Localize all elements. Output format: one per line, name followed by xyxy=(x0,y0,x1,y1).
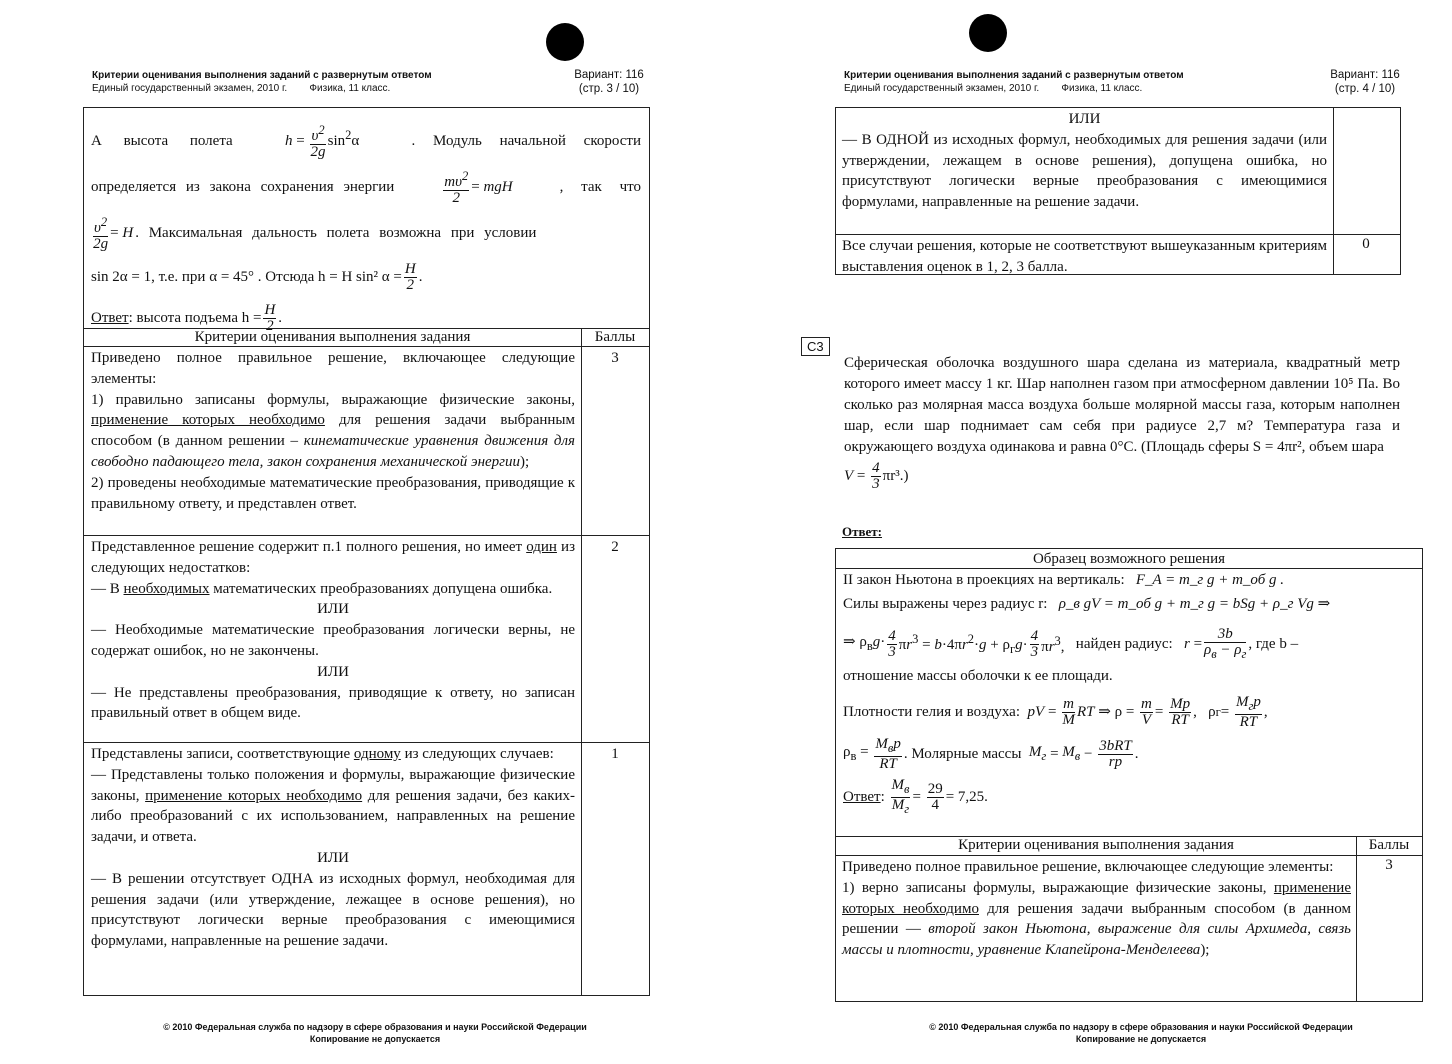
row2-intro-underlined: один xyxy=(526,539,557,555)
row2-case1-a: — В xyxy=(91,580,124,597)
sol-answer-label: Ответ xyxy=(843,788,881,805)
row3-item2: 2) проведены необходимые математические преобразования, приводящие к правильному ответу, и представлен ответ. xyxy=(91,474,575,512)
row3-item1-italic: кинематические уравнения движения для свободно падающего тела, закон сохранения механической энергии xyxy=(91,433,575,470)
row1-intro-b: из следующих случаев: xyxy=(400,746,554,762)
row3-intro: Приведено полное правильное решение, включающее следующие элементы: xyxy=(91,350,575,387)
header-title: Критерии оценивания выполнения заданий с развернутым ответом xyxy=(844,70,1184,81)
sol-line6: $\rho_в$ = $\frac{M_вp}{RT}$ . Молярные массы $M_г$ = $M_в$ − $\frac{\text{3bRT}}{rp}$ . xyxy=(843,735,1139,772)
right-page xyxy=(726,0,1452,1064)
row3-bottom-line xyxy=(84,535,649,536)
sol-line5: Плотности гелия и воздуха: pV = $\frac{m}{M}$ RT ⇒ ρ = $\frac{m}{V}$ = $\frac{Mp}{RT}$ , ρ г = $\frac{M_гp}{RT}$ , xyxy=(843,693,1268,730)
sol-l1-formula: F_A = m_г g + m_об g . xyxy=(1135,572,1285,588)
row3-item1-b: для решения задачи выбранным способом (в данном решении – xyxy=(91,412,575,450)
zero-row-text: Все случаи решения, которые не соответствуют вышеуказанным критериям выставления оценок в 1, 2, 3 балла. xyxy=(842,238,1327,275)
row3-item1-b: для решения задачи выбранным способом (в данном решении — xyxy=(842,900,1351,938)
row3-item1 xyxy=(842,878,1351,961)
row2-intro-b: из следующих недостатков: xyxy=(91,539,576,576)
sample-solution-box xyxy=(835,548,1423,1002)
footer-copyright: © 2010 Федеральная служба по надзору в сфере образования и науки Российской Федерации xyxy=(163,1022,587,1032)
row3-item1-underlined: применение которых необходимо xyxy=(842,879,1351,917)
page-footer xyxy=(120,1021,630,1045)
punch-hole xyxy=(969,14,1007,52)
fraction-H-2: $\frac{H}{2}$ xyxy=(404,260,416,293)
row2-intro-a: Представленное решение содержит п.1 полного решения, но имеет xyxy=(91,539,527,555)
row3-item1-italic: второй закон Ньютона, выражение для силы Архимеда, связь массы и плотности, уравнение Клапейрона-Менделеева xyxy=(842,921,1351,959)
variant-label xyxy=(1322,68,1408,96)
zero-row xyxy=(842,236,1327,278)
formula-h: h = $\frac{\upsilon^2}{2g}$ $\sin^2\alpha$ xyxy=(285,122,360,160)
page-footer xyxy=(886,1021,1396,1045)
continuation-case: — В ОДНОЙ из исходных формул, необходимых для решения задачи (или утверждении, лежащем в основе решения), допущена ошибка, но присутствуют логически верные преобразования с имеющимися формулами, направленные на решение задачи. xyxy=(842,131,1327,211)
points-header: Баллы xyxy=(1368,837,1410,853)
sol-l2-text: Силы выражены через радиус r: xyxy=(843,596,1048,612)
sol-line1 xyxy=(843,570,1415,594)
row1-or: ИЛИ xyxy=(317,849,349,866)
row2-score: 2 xyxy=(611,539,619,555)
sol-line2 xyxy=(843,594,1415,622)
criteria-row-1 xyxy=(91,744,575,952)
footer-copyright: © 2010 Федеральная служба по надзору в сфере образования и науки Российской Федерации xyxy=(929,1022,1353,1032)
criteria-row-3 xyxy=(842,857,1351,961)
sample-header: Образец возможного решения xyxy=(1032,551,1226,567)
row1-case1 xyxy=(91,765,575,848)
criteria-header: Критерии оценивания выполнения задания xyxy=(194,329,471,345)
points-header: Баллы xyxy=(594,329,636,345)
page-number: (стр. 3 / 10) xyxy=(578,83,640,95)
points-column-divider xyxy=(581,328,582,995)
page-header xyxy=(844,69,1264,95)
row2-or2: ИЛИ xyxy=(317,663,349,680)
row3-item1-a: 1) правильно записаны формулы, выражающие физические законы, xyxy=(91,391,575,408)
row1-score: 1 xyxy=(611,746,619,762)
row3-intro: Приведено полное правильное решение, включающее следующие элементы: xyxy=(842,859,1334,875)
sol-l3-label: найден радиус: xyxy=(1075,635,1173,652)
sol-l1-text: II закон Ньютона в проекциях на вертикаль: xyxy=(843,572,1125,588)
punch-hole xyxy=(546,23,584,61)
row3-item1-a: 1) верно записаны формулы, выражающие физические законы, xyxy=(842,879,1274,896)
solution-line3: . Максимальная дальность полета возможна при условии xyxy=(135,224,537,241)
criteria-row-2 xyxy=(91,537,575,724)
sol-l6-text: . Молярные массы xyxy=(903,745,1022,762)
task-text xyxy=(844,353,1400,492)
row2-case1 xyxy=(91,579,575,600)
sol-l3-end: , где b – xyxy=(1248,635,1299,652)
row1-intro-a: Представлены записи, соответствующие xyxy=(91,746,354,762)
row2-or1: ИЛИ xyxy=(317,601,349,618)
row2-case2: — Необходимые математические преобразования логически верны, не содержат ошибок, но не закончены. xyxy=(91,622,575,659)
row2-intro xyxy=(91,537,575,579)
row3-score: 3 xyxy=(611,350,619,366)
header-subtitle: Единый государственный экзамен, 2010 г. Физика, 11 класс. xyxy=(92,83,391,94)
row1-intro-underlined: одному xyxy=(353,746,401,762)
formula-H: $\frac{\upsilon^2}{2g}$ = H xyxy=(93,214,134,252)
header-subtitle: Единый государственный экзамен, 2010 г. Физика, 11 класс. xyxy=(844,83,1143,94)
zero-score: 0 xyxy=(1362,236,1370,252)
row1-case1-a: — Представлены только положения и формулы, выражающие физические законы, xyxy=(91,766,575,804)
solution-criteria-box xyxy=(83,107,650,996)
criteria-header-line xyxy=(836,855,1422,856)
answer-fraction: $\frac{H}{2}$ xyxy=(264,301,276,334)
row1-intro xyxy=(91,744,575,765)
continuation-row xyxy=(842,109,1327,213)
answer-label: Ответ: xyxy=(842,524,883,539)
variant-number: Вариант: 116 xyxy=(1330,69,1400,81)
row1-case1-underlined: применение которых необходимо xyxy=(145,787,363,804)
variant-label xyxy=(566,68,652,96)
or-label: ИЛИ xyxy=(1068,111,1101,127)
criteria-row-3 xyxy=(91,348,575,514)
task-tail: πr³.) xyxy=(882,467,909,484)
solution-line2: определяется из закона сохранения энергии xyxy=(91,178,395,195)
row1-case1-b: для решения задачи, без каких-либо преобразований с их использованием, направленных на решение задачи, и ответа. xyxy=(91,787,575,846)
row3-item1-c: ); xyxy=(1200,942,1210,959)
header-title: Критерии оценивания выполнения заданий с развернутым ответом xyxy=(92,70,432,81)
row3-item1-underlined: применение которых необходимо xyxy=(91,412,325,429)
sol-line7: Ответ : $\frac{M_в}{M_г}$ = $\frac{29}{4}$ = 7,25. xyxy=(843,776,988,816)
sol-l5-label: Плотности гелия и воздуха: xyxy=(843,703,1021,720)
footer-copy-notice: Копирование не допускается xyxy=(309,1034,441,1044)
row1-case2: — В решении отсутствует ОДНА из исходных формул, необходимая для решения задачи (или утверждение, лежащее в основе решения), но присутствуют логически верные преобразования с имеющимися формулами, направленные на решение задачи. xyxy=(91,870,575,950)
row2-case3: — Не представлены преобразования, приводящие к ответу, но записан правильный ответ в общем виде. xyxy=(91,684,575,722)
row2-case1-b: математических преобразованиях допущена ошибка. xyxy=(209,580,553,597)
formula-energy: $\frac{m\upsilon^2}{2}$ = mgH xyxy=(444,168,513,206)
row3-item1-c: ); xyxy=(520,453,530,470)
sol-answer-value: = 7,25. xyxy=(945,788,988,805)
solution-line1-start: А высота полета xyxy=(91,132,233,149)
row3-score: 3 xyxy=(1385,857,1393,873)
sol-line4: отношение массы оболочки к ее площади. xyxy=(843,668,1113,684)
sample-solution-text xyxy=(843,570,1415,818)
task-statement: Сферическая оболочка воздушного шара сделана из материала, квадратный метр которого имеет массу 1 кг. Шар наполнен газом при атмосферном давлении 10⁵ Па. Во сколько раз молярная масса воздуха больше молярной массы газа, которым наполнен шар, если шар поднимает сам себя при радиусе 2,7 м? Температура газа и окружающего воздуха одинакова и равна 0°С. (Площадь сферы S = 4πr², объем шара xyxy=(844,355,1400,455)
solution-line1-end: . Модуль начальной скорости xyxy=(411,132,641,149)
solution-line2-end: , так что xyxy=(559,178,641,195)
criteria-continuation-table xyxy=(835,107,1401,275)
volume-formula: V = $\frac{4}{3}$ πr³.) xyxy=(844,460,909,492)
footer-copy-notice: Копирование не допускается xyxy=(1075,1034,1207,1044)
row2-bottom-line xyxy=(84,742,649,743)
answer-label: Ответ xyxy=(91,309,129,326)
solution-line4: sin 2α = 1, т.е. при α = 45° . Отсюда h = H sin² α = xyxy=(91,268,402,285)
row-divider xyxy=(836,234,1400,235)
task-label: С3 xyxy=(801,337,830,356)
variant-number: Вариант: 116 xyxy=(574,69,644,81)
sol-l2-formula: ρ_в gV = m_об g + m_г g = bSg + ρ_г Vg ⇒ xyxy=(1058,596,1331,612)
criteria-header: Критерии оценивания выполнения задания xyxy=(958,837,1234,853)
row2-case1-underlined: необходимых xyxy=(123,580,210,597)
row3-item1 xyxy=(91,390,575,473)
solution-text: А высота полета h = $\frac{\upsilon^2}{2g}$ $\sin^2\alpha$ . Модуль начальной скорости определяется из закона сохранения энергии $\frac{m\upsilon^2}{2}$ = mgH , так что $\frac{\upsilon^2}{2g}$ = H . Максимальная дальность полета возможна при условии sin 2α = 1, т.е. при α = 45° . Отсюда h = H sin² α = $\frac{H}{2}$ . Ответ : высота подъема h = $\frac{H}{2}$ . xyxy=(91,122,641,334)
page-number: (стр. 4 / 10) xyxy=(1334,83,1396,95)
sol-line3: ⇒ $\rho_вg\cdot$ $\frac{4}{3}$ $\pi r^3 = b\cdot 4\pi r^2\cdot g + \rho_гg\cdot$ $\frac{4}{3}$ $\pi r^3$, найден радиус: r = $\frac{3b}{\rho_в - \rho_г}$ , где b – xyxy=(843,625,1299,661)
page-header xyxy=(92,69,512,95)
answer-text: : высота подъема h = xyxy=(128,309,262,326)
